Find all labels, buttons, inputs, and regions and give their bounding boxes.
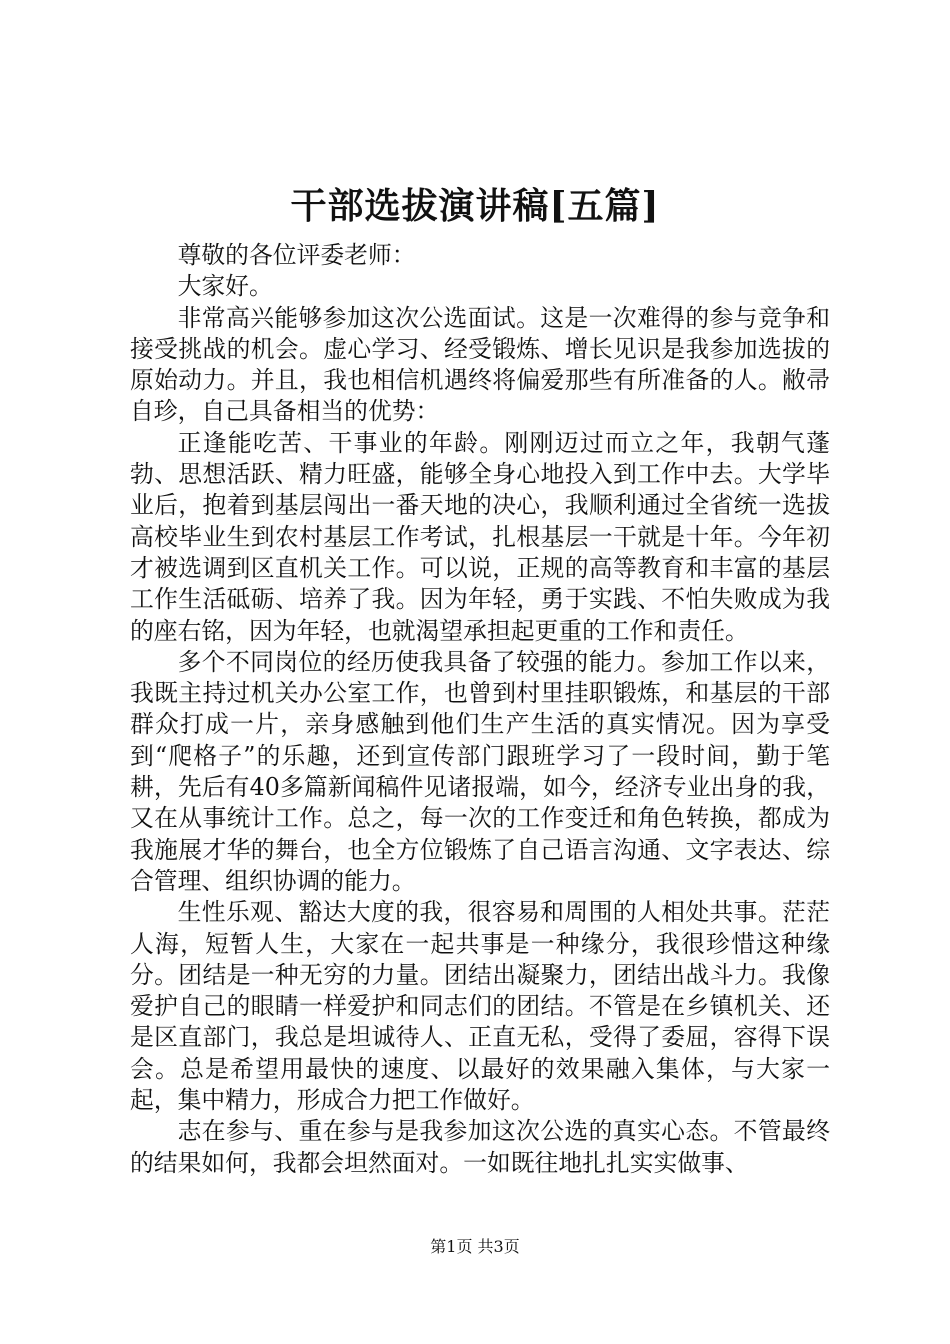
paragraph-experience: 多个不同岗位的经历使我具备了较强的能力。参加工作以来，我既主持过机关办公室工作，也曾到村里挂职锻炼，和基层的干部群众打成一片，亲身感触到他们生产生活的真实情况。因为享受到“爬格子”的乐趣，还到宣传部门跟班学习了一段时间，勤于笔耕，先后有40多篇新闻稿件见诸报端，如今，经济专业出身的我，又在从事统计工作。总之，每一次的工作变迁和角色转换，都成为我施展才华的舞台，也全方位锻炼了自己语言沟通、文字表达、综合管理、组织协调的能力。 [130,647,830,895]
paragraph-intro: 非常高兴能够参加这次公选面试。这是一次难得的参与竞争和接受挑战的机会。虚心学习、经受锻炼、增长见识是我参加选拔的原始动力。并且，我也相信机遇终将偏爱那些有所准备的人。敝帚自珍，自己具备相当的优势： [130,303,830,426]
salutation: 尊敬的各位评委老师： [177,241,416,269]
paragraph-personality: 生性乐观、豁达大度的我，很容易和周围的人相处共事。茫茫人海，短暂人生，大家在一起共事是一种缘分，我很珍惜这种缘分。团结是一种无穷的力量。团结出凝聚力，团结出战斗力。我像爱护自己的眼睛一样爱护和同志们的团结。不管是在乡镇机关、还是区直部门，我总是坦诚待人、正直无私，受得了委屈，容得下误会。总是希望用最快的速度、以最好的效果融入集体，与大家一起，集中精力，形成合力把工作做好。 [130,898,830,1115]
paragraph-age: 正逢能吃苦、干事业的年龄。刚刚迈过而立之年，我朝气蓬勃、思想活跃、精力旺盛，能够全身心地投入到工作中去。大学毕业后，抱着到基层闯出一番天地的决心，我顺利通过全省统一选拔高校毕业生到农村基层工作考试，扎根基层一干就是十年。今年初才被选调到区直机关工作。可以说，正规的高等教育和丰富的基层工作生活砥砺、培养了我。因为年轻，勇于实践、不怕失败成为我的座右铭，因为年轻，也就渴望承担起更重的工作和责任。 [130,428,830,645]
document-body [130,240,830,1179]
greeting: 大家好。 [177,272,273,301]
paragraph-attitude: 志在参与、重在参与是我参加这次公选的真实心态。不管最终的结果如何，我都会坦然面对。一如既往地扎扎实实做事、 [130,1117,830,1177]
document-title: 干部选拔演讲稿[五篇] [290,185,660,227]
page-footer: 第1页 共3页 [430,1237,520,1256]
